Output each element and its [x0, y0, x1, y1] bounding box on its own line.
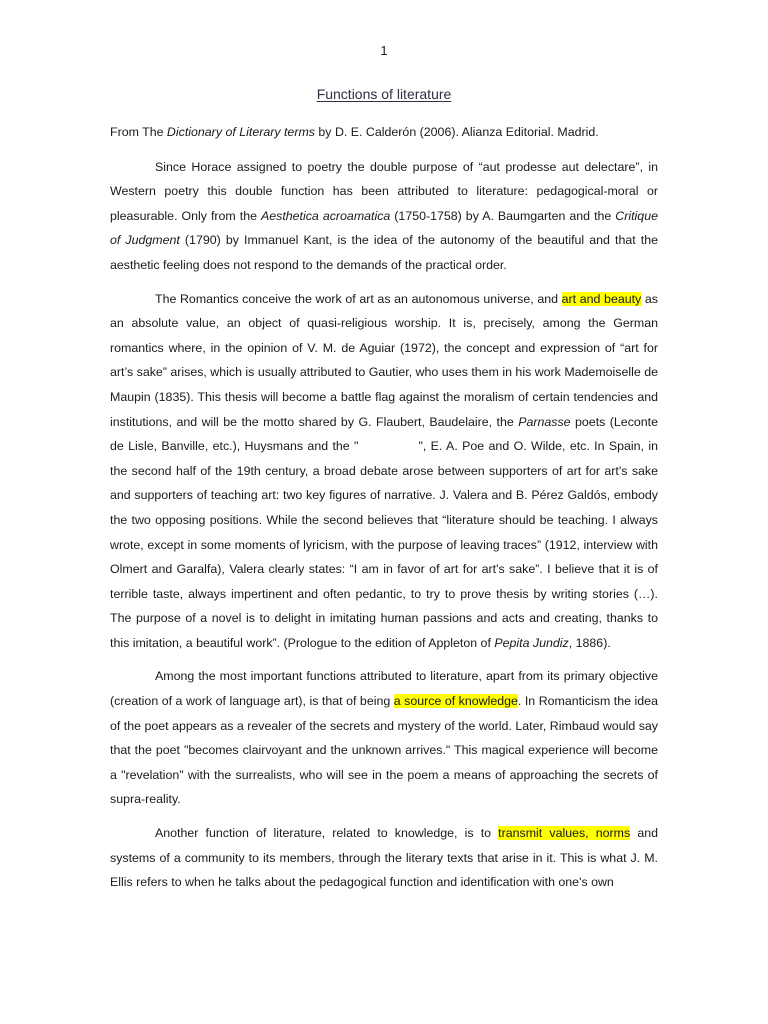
p1-text-b: (1750-1758) by A. Baumgarten and the [390, 208, 616, 223]
source-citation [110, 120, 658, 145]
p3-text-b: . In Romanticism the idea of the poet appears as a revealer of the secrets and mystery of the world. Later, Rimbaud would say that the poet "becomes clairvoyant and the unknown arrives." This magical experience will become a "revelation" with the surrealists, who will see in the poem a means of approaching the secrets of supra-reality. [110, 694, 658, 807]
p1-text-c: (1790) by Immanuel Kant, is the idea of the autonomy of the beautiful and that the aesthetic feeling does not respond to the demands of the practical order. [110, 233, 658, 272]
page-number: 1 [380, 43, 388, 58]
paragraph-4 [110, 821, 658, 895]
page-title-text: Functions of literature [316, 86, 452, 102]
paragraph-3 [110, 664, 658, 812]
highlight-transmit-values: transmit values, norms [498, 826, 631, 841]
p2-text-d: ", E. A. Poe and O. Wilde, etc. In Spain, in the second half of the 19th century, a broad debate arose between supporters of art for art's sake and supporters of teaching art: two key figures of narrative. J. Valera and B. Pérez Galdós, embody the two opposing positions. While the second believes that “literature should be teaching. I always wrote, except in some moments of lyricism, with the purpose of leaving traces” (1912, interview with Olmert and Garalfa), Valera clearly states: “I am in favor of art for art's sake”. I believe that it is of terrible taste, always impertinent and often pedantic, to try to prove thesis by writing stories (…). The purpose of a novel is to delight in imitating human passions and acts and creating, thanks to this imitation, a beautiful work”. (Prologue to the edition of Appleton of [110, 439, 658, 650]
p1-text-a: Since Horace assigned to poetry the double purpose of “aut prodesse aut delectare”, in Western poetry this double function has been attributed to literature: pedagogical-moral or pleasurable. Only from the [110, 159, 658, 223]
highlight-source-of-knowledge: a source of knowledge [393, 694, 518, 709]
page-title [0, 86, 768, 102]
p2-text-b: as an absolute value, an object of quasi-religious worship. It is, precisely, among the German romantics where, in the opinion of V. M. de Aguiar (1972), the concept and expression of “art for art’s sake” arises, which is usually attributed to Gautier, who uses them in his work Mademoiselle de Maupin (1835). This thesis will become a battle flag against the moralism of certain tendencies and institutions, and will be the motto shared by G. Flaubert, Baudelaire, the [110, 291, 658, 429]
p4-text-a: Another function of literature, related to knowledge, is to [155, 826, 499, 841]
p1-italic-2: Critique of Judgment [110, 208, 658, 248]
source-book-title: Dictionary of Literary terms [166, 125, 315, 139]
p2-italic-1: Parnasse [518, 414, 571, 429]
p1-italic-1: Aesthetica acroamatica [260, 208, 391, 223]
document-body [110, 120, 658, 904]
p4-text-b: and systems of a community to its members, through the literary texts that arise in it. This is what J. M. Ellis refers to when he talks about the pedagogical function and identification with one's own [110, 826, 658, 890]
paragraph-2 [110, 287, 658, 656]
p2-text-a: The Romantics conceive the work of art as an autonomous universe, and [155, 291, 562, 306]
p2-text-c: poets (Leconte de Lisle, Banville, etc.), Huysmans and the " [110, 414, 659, 454]
highlight-art-and-beauty: art and beauty [561, 291, 642, 306]
p2-italic-2: Pepita Jundiz [494, 635, 569, 650]
source-suffix: by D. E. Calderón (2006). Alianza Editorial. Madrid. [314, 125, 599, 139]
p2-text-e: , 1886). [568, 635, 611, 650]
p3-text-a: Among the most important functions attributed to literature, apart from its primary objective (creation of a work of language art), is that of being [110, 669, 658, 709]
paragraph-1 [110, 155, 658, 278]
source-prefix: From The [110, 125, 167, 139]
